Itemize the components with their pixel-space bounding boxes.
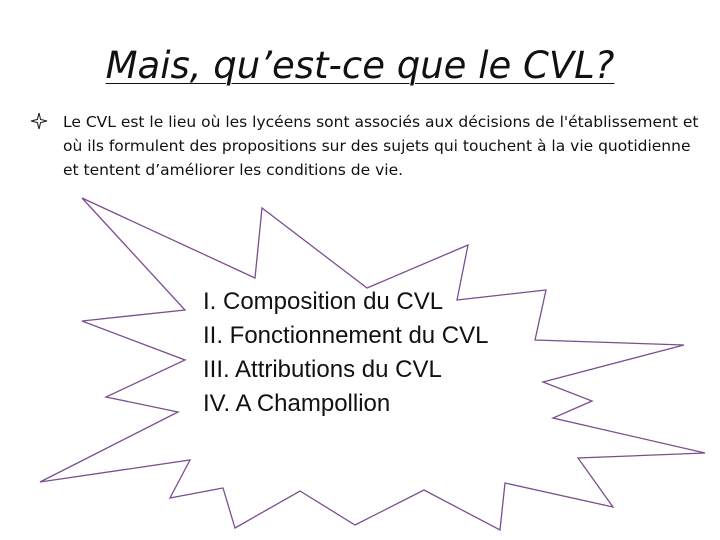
- outline-item-champollion: IV. A Champollion: [203, 390, 391, 417]
- outline-item-attributions: III. Attributions du CVL: [203, 356, 442, 383]
- bullet-text: Le CVL est le lieu où les lycéens sont associés aux décisions de l'établissement et où ils formulent des propositions sur des sujets qui touchent à la vie quotidienne et tentent d’améliorer les conditions de vie.: [63, 113, 699, 179]
- outline-item-fonctionnement: II. Fonctionnement du CVL: [203, 322, 489, 349]
- outline-item-composition: I. Composition du CVL: [203, 288, 444, 315]
- outline-list: [203, 285, 489, 421]
- slide-title: Mais, qu’est-ce que le CVL?: [105, 44, 615, 87]
